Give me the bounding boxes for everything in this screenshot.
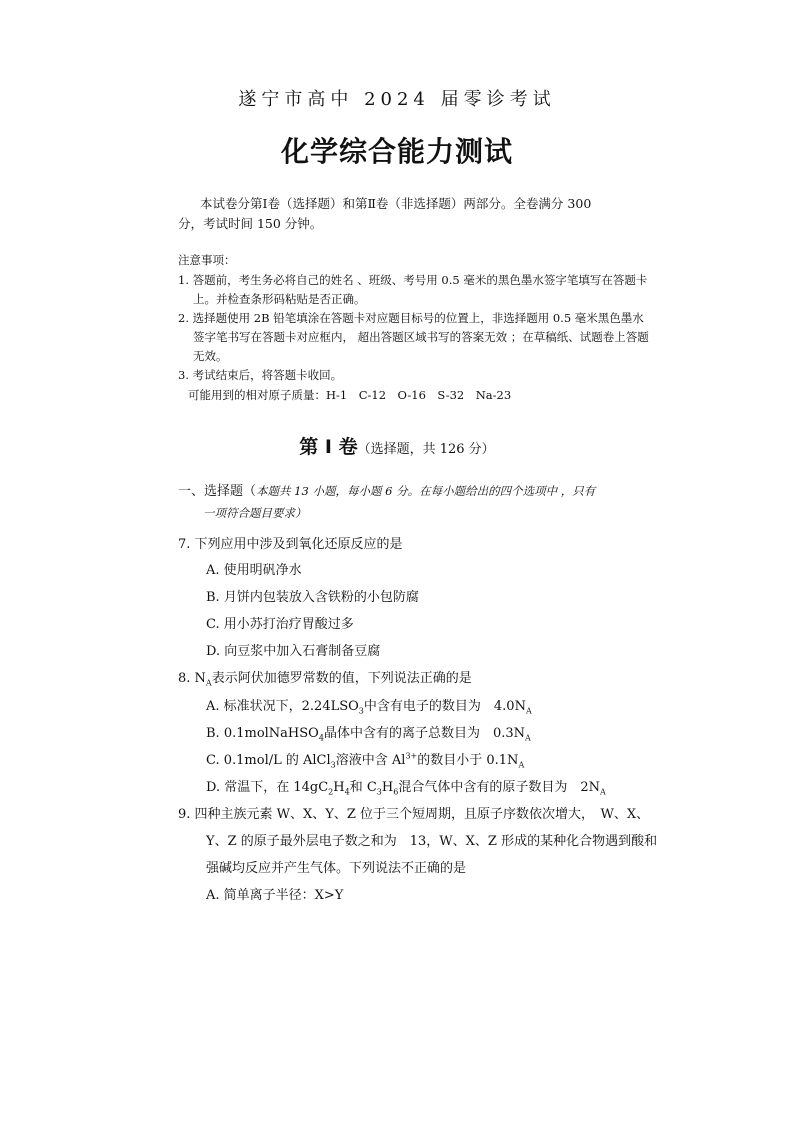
section-1-instructions-line-2: 一项符合题目要求） (203, 506, 307, 520)
question-9-stem-line-2: Y、Z 的原子最外层电子数之和为 13，W、X、Z 形成的某种化合物遇到酸和 (206, 834, 658, 849)
exam-title: 遂宁市高中 2024 届零诊考试 (238, 89, 556, 110)
question-7-option-d: D. 向豆浆中加入石膏制备豆腐 (206, 644, 381, 659)
q8-stem-text: 表示阿伏加德罗常数的值，下列说法正确的是 (211, 671, 472, 686)
q8-b-sub: 4 (318, 733, 324, 743)
q8-d-pre: D. 常温下，在 14gC (206, 780, 329, 795)
notes-item-1-line-2: 上。并检查条形码粘贴是否正确。 (193, 292, 366, 306)
q8-d-h2: H (381, 780, 394, 795)
intro-line-2: 分，考试时间 150 分钟。 (178, 216, 323, 231)
question-8-option-a (206, 695, 532, 716)
q8-d-mid: 混合气体中含有的原子数目为 2N (398, 780, 600, 795)
q8-d-s1: 2 (328, 787, 334, 797)
q8-a-mid: 中含有电子的数目为 4.0N (363, 699, 526, 714)
q8-a-sub: 3 (358, 706, 364, 716)
intro-line-1: 本试卷分第Ⅰ卷（选择题）和第Ⅱ卷（非选择题）两部分。全卷满分 300 (200, 196, 592, 211)
q8-d-sub2: A (599, 787, 606, 797)
notes-item-2-line-2: 签字笔书写在答题卡对应框内， 超出答题区域书写的答案无效 ；在草稿纸、试题卷上答题 (193, 330, 649, 344)
question-7-option-c: C. 用小苏打治疗胃酸过多 (206, 617, 354, 632)
notes-item-3: 3. 考试结束后，将答题卡收回。 (178, 368, 343, 382)
q8-d-h: H (333, 780, 345, 795)
question-8-option-d (206, 776, 606, 797)
section-1-instr-text: 本题共 13 小题，每小题 6 分。在每小题给出的四个选项中 ，只有 (256, 484, 596, 498)
section-1-subtitle: （选择题，共 126 分） (357, 442, 495, 457)
q8-a-sub2: A (525, 706, 532, 716)
q8-c-end: 的数目小于 0.1N (417, 753, 519, 768)
q8-d-s4: 6 (393, 787, 399, 797)
q8-c-sub2: A (518, 760, 525, 770)
q8-b-mid: 晶体中含有的离子总数目为 0.3N (323, 726, 525, 741)
question-9-stem-line-3: 强碱均反应并产生气体。下列说法不正确的是 (206, 861, 467, 876)
section-1-instructions-line-1 (178, 480, 595, 499)
q8-d-s2: 4 (344, 787, 350, 797)
question-7-stem: 7. 下列应用中涉及到氧化还原反应的是 (178, 537, 403, 552)
question-8-option-b (206, 722, 531, 743)
notes-item-2-line-1: 2. 选择题使用 2B 铅笔填涂在答题卡对应题目标号的位置上，非选择题用 0.5 毫米黑色墨水 (178, 311, 644, 325)
question-7-option-b: B. 月饼内包装放入含铁粉的小包防腐 (206, 590, 419, 605)
q8-c-pre: C. 0.1mol/L 的 AlCl (206, 753, 331, 768)
question-8-stem (178, 667, 472, 688)
q8-c-mid: 溶液中含 Al (335, 753, 406, 768)
notes-item-1-line-1: 1. 答题前，考生务必将自己的姓名 、班级、考号用 0.5 毫米的黑色墨水签字笔填写在答题卡 (178, 273, 648, 287)
notes-heading: 注意事项： (178, 253, 236, 267)
q8-d-s3: 3 (376, 787, 382, 797)
section-1-heading (0, 432, 794, 459)
q8-sub: A (205, 678, 212, 688)
q8-num: 8. N (178, 671, 206, 686)
section-1-instr-prefix: 一、选择题（ (178, 484, 257, 499)
q8-a-pre: A. 标准状况下，2.24LSO (206, 699, 359, 714)
question-7-option-a: A. 使用明矾净水 (206, 563, 302, 578)
subject-title: 化学综合能力测试 (280, 135, 513, 168)
notes-item-2-line-3: 无效。 (193, 349, 228, 363)
section-1-title: 第 I 卷 (299, 436, 358, 458)
q8-b-pre: B. 0.1molNaHSO (206, 726, 319, 741)
q8-c-sub: 3 (330, 760, 336, 770)
atomic-mass-line: 可能用到的相对原子质量：H-1 C-12 O-16 S-32 Na-23 (188, 388, 512, 402)
q8-b-sub2: A (525, 733, 531, 743)
question-9-option-a: A. 简单离子半径：X>Y (206, 888, 344, 903)
q8-c-sup: 3+ (405, 751, 418, 761)
question-8-option-c (206, 749, 524, 770)
q8-d-and: 和 C (349, 780, 377, 795)
question-9-stem-line-1: 9. 四种主族元素 W、X、Y、Z 位于三个短周期，且原子序数依次增大， W、X、 (178, 807, 650, 822)
